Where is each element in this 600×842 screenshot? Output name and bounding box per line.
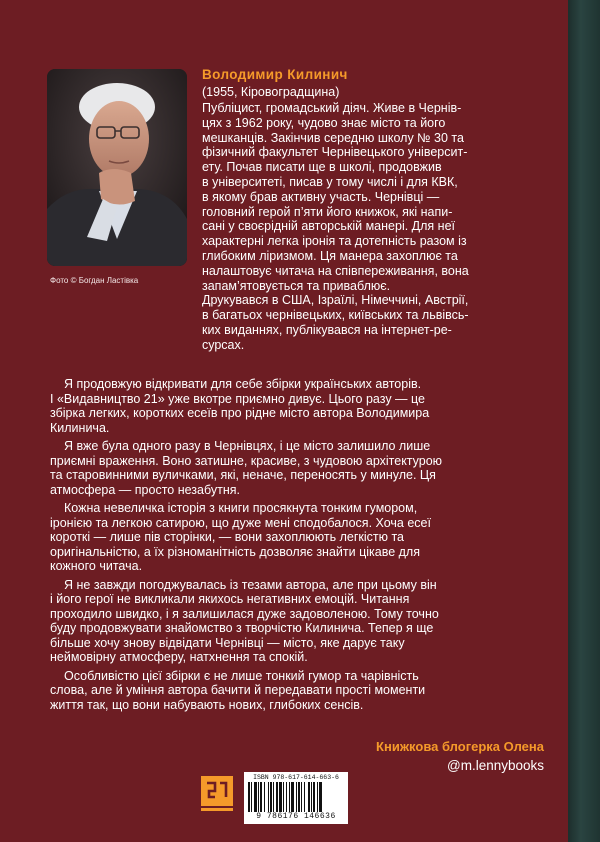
review-line: слова, але й уміння автора бачити й передавати прості моменти xyxy=(50,683,426,697)
review-line: приємні враження. Воно затишне, красиве, з чудовою архітектурою xyxy=(50,453,443,468)
bio-line: характерні легка іронія та дотепність разом із xyxy=(202,234,467,249)
bio-line: сурсах. xyxy=(202,337,245,352)
review-paragraph xyxy=(50,439,540,497)
bio-line: Публіцист, громадський діяч. Живе в Чернів- xyxy=(202,101,462,115)
review-line: оригінальністю, а їх різноманітність дозволяє знайти цікаве для xyxy=(50,544,420,559)
bio-line: сані у своєрідній авторській манері. Для неї xyxy=(202,219,455,234)
isbn-barcode xyxy=(244,772,348,824)
review-line: Я вже була одного разу в Чернівцях, і це місто залишило лише xyxy=(64,439,431,453)
bio-line: в якому брав активну участь. Чернівці — xyxy=(202,189,440,204)
bio-line: глибоким ліризмом. Ця манера захоплює та xyxy=(202,248,458,263)
bio-line: Друкувався в США, Ізраїлі, Німеччині, Австрії, xyxy=(202,293,469,308)
review-line: іронією та легкою сатирою, що дуже мені сподобалося. Хоча есеї xyxy=(50,515,431,530)
review-line: І «Видавництво 21» уже вкотре приємно дивує. Цього разу — це xyxy=(50,391,425,406)
blogger-review xyxy=(50,377,540,712)
review-line: Особливістю цієї збірки є не лише тонкий гумор та чарівність xyxy=(64,668,419,683)
review-line: Килинича. xyxy=(50,420,110,435)
photo-credit: Фото © Богдан Ластівка xyxy=(50,276,139,285)
bio-line: мешканців. Закінчив середню школу № 30 та xyxy=(202,130,464,145)
bio-line: фізичний факультет Чернівецького університ- xyxy=(202,145,468,160)
bio-line: в університеті, писав у тому числі і для КВК, xyxy=(202,174,458,189)
review-line: більше хочу знову відвідати Чернівці — місто, яке дарує таку xyxy=(50,635,405,650)
author-bio xyxy=(202,101,532,353)
review-line: Кожна невеличка історія з книги просякнута тонким гумором, xyxy=(64,501,418,515)
book-spine-edge xyxy=(568,0,600,842)
review-line: і його герої не викликали якихось негативних емоцій. Читання xyxy=(50,592,410,606)
barcode-bars xyxy=(248,782,344,812)
review-paragraph xyxy=(50,669,540,713)
author-photo xyxy=(47,69,187,266)
review-line: Я продовжую відкривати для себе збірки українських авторів. xyxy=(64,377,422,391)
author-origin: (1955, Кіровоградщина) xyxy=(202,85,340,99)
publisher-logo-icon xyxy=(200,775,234,815)
author-name: Володимир Килинич xyxy=(202,67,348,82)
author-portrait-illustration xyxy=(47,69,187,266)
review-paragraph xyxy=(50,377,540,435)
barcode-digits: 9 786176 146636 xyxy=(256,812,336,821)
bio-line: головний герой п’яти його книжок, які напи- xyxy=(202,204,453,219)
review-line: та старовинними вуличками, які, неначе, переносять у минуле. Ця xyxy=(50,468,436,482)
review-line: збірка легких, коротких есеїв про рідне місто автора Володимира xyxy=(50,406,430,420)
review-line: буду продовжувати знайомство з творчістю Килинича. Тепер я ще xyxy=(50,621,434,635)
bio-line: ких виданнях, публікувався на інтернет-ре- xyxy=(202,322,452,337)
review-signature xyxy=(376,737,544,775)
bio-line: цях з 1962 року, чудово знає місто та його xyxy=(202,115,446,130)
reviewer-name: Книжкова блогерка Олена xyxy=(376,739,544,754)
review-line: кожного читача. xyxy=(50,559,143,573)
review-paragraph xyxy=(50,501,540,574)
bio-line: налаштовує читача на співпереживання, вона xyxy=(202,263,469,278)
isbn-number: ISBN 978-617-614-663-6 xyxy=(253,774,339,781)
bio-line: запам’ятовується та приваблює. xyxy=(202,278,391,293)
review-line: Я не завжди погоджувалась із тезами автора, але при цьому він xyxy=(64,577,437,592)
reviewer-handle: @m.lennybooks xyxy=(447,758,544,773)
review-line: життя так, що вони набувають нових, глибоких сенсів. xyxy=(50,697,364,712)
bio-line: в багатьох чернівецьких, київських та львівсь- xyxy=(202,308,469,323)
review-line: неймовірну атмосферу, натхнення та спокій. xyxy=(50,650,308,664)
review-line: короткі — лише пів сторінки, — вони захоплюють легкістю та xyxy=(50,530,404,544)
bio-line: ету. Почав писати ще в школі, продовжив xyxy=(202,160,442,175)
review-line: проходило швидко, і я залишилася дуже задоволеною. Тому точно xyxy=(50,606,439,621)
review-paragraph xyxy=(50,578,540,665)
review-line: атмосфера — просто незабутня. xyxy=(50,482,240,497)
